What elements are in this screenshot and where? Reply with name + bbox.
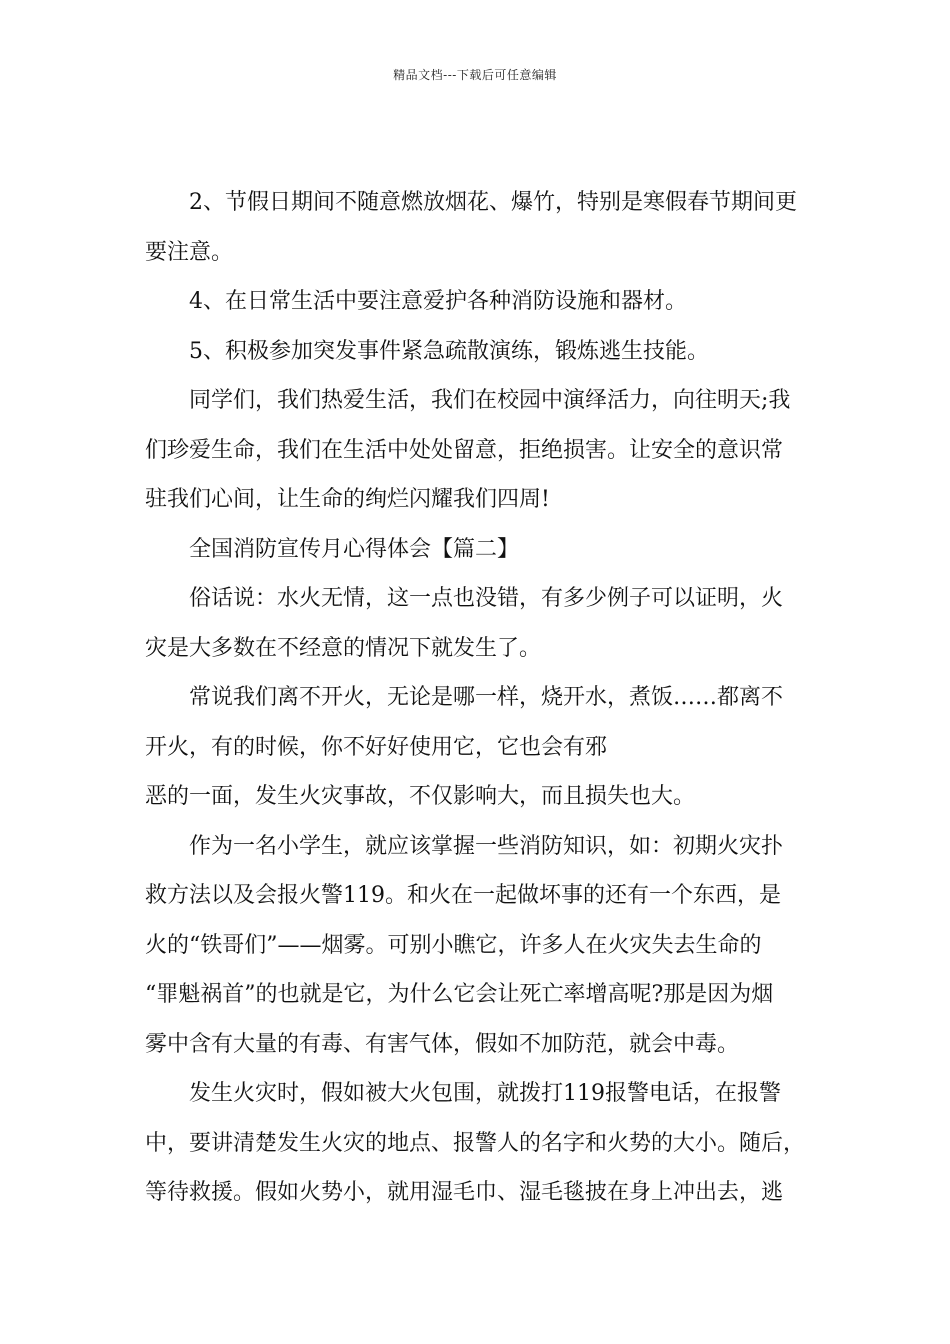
text-line: 作为一名小学生，就应该掌握一些消防知识，如：初期火灾扑 — [189, 833, 784, 859]
text-line: 驻我们心间，让生命的绚烂闪耀我们四周! — [145, 487, 550, 512]
text-line: 发生火灾时，假如被大火包围，就拨打119报警电话，在报警 — [189, 1081, 781, 1106]
text-line: 灾是大多数在不经意的情况下就发生了。 — [145, 635, 542, 661]
text-line: “罪魁祸首”的也就是它，为什么它会让死亡率增高呢?那是因为烟 — [145, 982, 774, 1007]
text-line: 2、节假日期间不随意燃放烟花、爆竹，特别是寒假春节期间更 — [189, 190, 797, 215]
text-line: 5、积极参加突发事件紧急疏散演练，锻炼逃生技能。 — [189, 338, 709, 364]
text-line: 们珍爱生命，我们在生活中处处留意，拒绝损害。让安全的意识常 — [145, 437, 784, 463]
page-header: 精品文档---下载后可任意编辑 — [393, 68, 557, 82]
text-line: 开火，有的时候，你不好好使用它，它也会有邪 — [145, 734, 608, 760]
text-line: 要注意。 — [145, 239, 234, 265]
text-line: 俗话说：水火无情，这一点也没错，有多少例子可以证明，火 — [189, 586, 784, 611]
section-heading: 全国消防宣传月心得体会【篇二】 — [189, 536, 520, 562]
text-line: 同学们，我们热爱生活，我们在校园中演绎活力，向往明天;我 — [189, 388, 791, 413]
document-body — [145, 178, 815, 1218]
text-line: 常说我们离不开火，无论是哪一样，烧开水，煮饭……都离不 — [189, 685, 784, 710]
text-line: 恶的一面，发生火灾事故，不仅影响大，而且损失也大。 — [145, 784, 696, 809]
text-line: 雾中含有大量的有毒、有害气体，假如不加防范，就会中毒。 — [145, 1031, 740, 1057]
text-line: 火的“铁哥们”——烟雾。可别小瞧它，许多人在火灾失去生命的 — [145, 932, 762, 958]
text-line: 救方法以及会报火警119。和火在一起做坏事的还有一个东西，是 — [145, 883, 781, 908]
text-line: 中，要讲清楚发生火灾的地点、报警人的名字和火势的大小。随后， — [145, 1130, 806, 1156]
text-line: 等待救援。假如火势小，就用湿毛巾、湿毛毯披在身上冲出去，逃 — [145, 1180, 784, 1205]
text-line: 4、在日常生活中要注意爱护各种消防设施和器材。 — [189, 289, 687, 314]
